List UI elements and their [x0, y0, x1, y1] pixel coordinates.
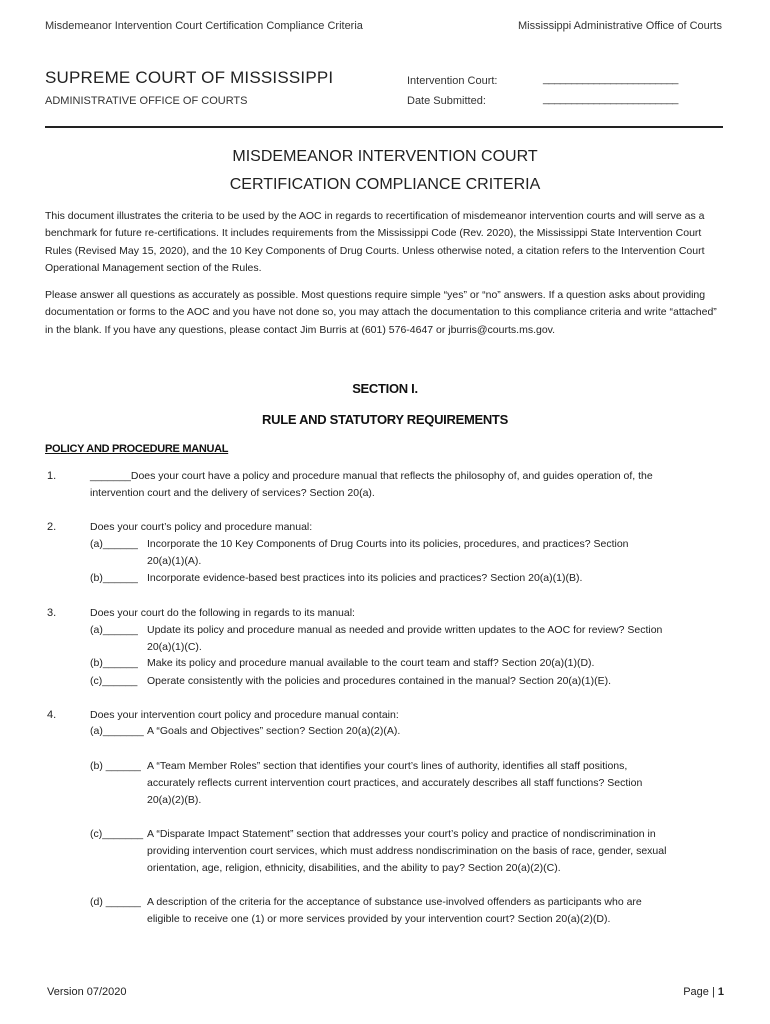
footer-page	[683, 986, 724, 998]
policy-manual-subheading: POLICY AND PROCEDURE MANUAL	[45, 443, 229, 455]
question-4c-text-cont2: orientation, age, religion, ethnicity, disabilities, and the ability to pay? Section 20(a)(2)(C).	[147, 862, 561, 874]
question-4d-blank[interactable]: (d) ______	[90, 896, 141, 908]
question-2a-blank[interactable]: (a)______	[90, 538, 138, 550]
question-4b-text-cont1: accurately reflects current intervention court practices, and accurately describes all staff functions? Section	[147, 777, 643, 789]
doc-title-line2: CERTIFICATION COMPLIANCE CRITERIA	[229, 176, 541, 193]
question-3c-text: Operate consistently with the policies and procedures contained in the manual? Section 20(a)(1)(E).	[147, 675, 612, 687]
date-submitted-field[interactable]: ________________________	[543, 93, 678, 105]
question-1-number: 1.	[47, 470, 57, 482]
question-3a-blank[interactable]: (a)______	[90, 624, 138, 636]
question-3-number: 3.	[47, 607, 57, 619]
question-4c-blank[interactable]: (c)_______	[90, 828, 144, 840]
header-divider	[45, 126, 723, 128]
running-header-office: Mississippi Administrative Office of Courts	[518, 20, 722, 32]
intervention-court-field[interactable]: ________________________	[543, 73, 678, 85]
intro-paragraph-1: This document illustrates the criteria to be used by the AOC in regards to recertification of misdemeanor intervention courts and will serve as a benchmark for future re-certifications. It includes requirements from the Mississippi Code (Rev. 2020), the Mississippi State Intervention Court Rules (Revised May 15, 2020), and the 10 Key Components of Drug Courts. Unless otherwise noted, a citation refers to the Intervention Court Operational Management section of the Rules.	[45, 210, 705, 274]
question-1-text-cont: intervention court and the delivery of services? Section 20(a).	[90, 487, 375, 499]
question-4c-text-cont1: providing intervention court services, which must address nondiscrimination on the basis of race, gender, sexual	[147, 845, 667, 857]
intro-paragraph-2: Please answer all questions as accurately as possible. Most questions require simple “yes” or “no” answers. If a question asks about providing documentation or forms to the AOC and you have not done so, you may attach the documentation to this compliance criteria and write “attached” in the blank. If you have any questions, please contact Jim Burris at (601) 576-4647 or jburris@courts.ms.gov.	[45, 289, 717, 336]
question-4b-blank[interactable]: (b) ______	[90, 760, 141, 772]
question-2-number: 2.	[47, 521, 57, 533]
question-4b-text: A “Team Member Roles” section that identifies your court’s lines of authority, identifies all staff positions,	[147, 760, 628, 772]
section-heading: SECTION I.	[352, 381, 418, 396]
question-4-lead: Does your intervention court policy and procedure manual contain:	[90, 709, 399, 721]
org-title: SUPREME COURT OF MISSISSIPPI	[45, 68, 334, 87]
question-2-lead: Does your court’s policy and procedure manual:	[90, 521, 313, 533]
question-3c-blank[interactable]: (c)______	[90, 675, 138, 687]
question-3b-blank[interactable]: (b)______	[90, 657, 138, 669]
question-1-text: _______Does your court have a policy and procedure manual that reflects the philosophy of, and guides operation of, the	[90, 470, 653, 482]
question-3a-text: Update its policy and procedure manual as needed and provide written updates to the AOC for review? Section	[147, 624, 663, 636]
question-3-lead: Does your court do the following in regards to its manual:	[90, 607, 355, 619]
doc-title-line1: MISDEMEANOR INTERVENTION COURT	[232, 148, 538, 165]
question-4d-text: A description of the criteria for the acceptance of substance use-involved offenders as participants who are	[147, 896, 642, 908]
date-submitted-label: Date Submitted:	[407, 95, 486, 107]
footer-page-number: 1	[717, 986, 724, 998]
question-4d-text-cont: eligible to receive one (1) or more services provided by your intervention court? Section 20(a)(2)(D).	[147, 913, 611, 925]
question-3b-text: Make its policy and procedure manual available to the court team and staff? Section 20(a)(1)(D).	[147, 657, 595, 669]
question-2a-text: Incorporate the 10 Key Components of Drug Courts into its policies, procedures, and practices? Section	[147, 538, 629, 550]
footer-page-label: Page |	[683, 986, 715, 998]
intervention-court-label: Intervention Court:	[407, 75, 498, 87]
question-4-number: 4.	[47, 709, 57, 721]
running-header-title: Misdemeanor Intervention Court Certification Compliance Criteria	[45, 20, 363, 32]
question-2a-text-cont: 20(a)(1)(A).	[147, 555, 202, 567]
org-subtitle: ADMINISTRATIVE OFFICE OF COURTS	[45, 95, 248, 107]
footer-version: Version 07/2020	[47, 986, 127, 998]
question-4a-blank[interactable]: (a)_______	[90, 725, 144, 737]
question-4a-text: A “Goals and Objectives” section? Section 20(a)(2)(A).	[147, 725, 401, 737]
question-4b-text-cont2: 20(a)(2)(B).	[147, 794, 202, 806]
question-3a-text-cont: 20(a)(1)(C).	[147, 641, 202, 653]
question-2b-blank[interactable]: (b)______	[90, 572, 138, 584]
question-4c-text: A “Disparate Impact Statement” section that addresses your court’s policy and practice of nondiscrimination in	[147, 828, 656, 840]
section-subtitle: RULE AND STATUTORY REQUIREMENTS	[262, 412, 508, 427]
question-2b-text: Incorporate evidence-based best practices into its policies and practices? Section 20(a)(1)(B).	[147, 572, 583, 584]
